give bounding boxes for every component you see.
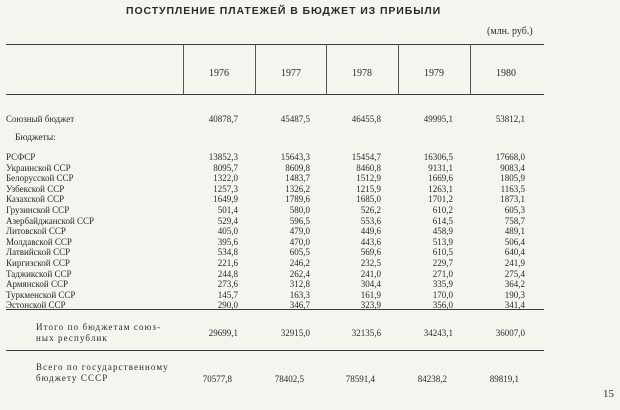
- cell-value: 610,2: [432, 205, 453, 215]
- cell-value: 53812,1: [495, 114, 525, 124]
- cell-value: 13852,3: [208, 152, 238, 162]
- table-row: [6, 258, 546, 268]
- cell-value: 1805,9: [500, 173, 525, 184]
- cell-value: 190,3: [504, 289, 525, 300]
- cell-value: 395,6: [217, 236, 238, 247]
- row-label: Армянской ССР: [6, 279, 69, 290]
- cell-value: 758,7: [504, 215, 525, 226]
- table-row: [6, 205, 546, 215]
- cell-value: 513,9: [432, 236, 453, 247]
- row-label: Грузинской ССР: [6, 205, 70, 215]
- header-bottom-rule: [6, 94, 544, 95]
- cell-value: 8609,8: [285, 162, 310, 173]
- cell-value: 275,4: [504, 268, 525, 279]
- total-value: 78402,5: [274, 374, 304, 384]
- cell-value: 45487,5: [280, 114, 310, 124]
- year-header: 1978: [352, 68, 372, 79]
- cell-value: 246,2: [289, 258, 310, 268]
- cell-value: 1669,6: [428, 173, 453, 184]
- year-header: 1976: [209, 68, 229, 79]
- total-value: 78591,4: [345, 374, 375, 384]
- cell-value: 501,4: [217, 205, 238, 215]
- total-value: 84238,2: [417, 374, 447, 384]
- table-row: [6, 216, 546, 226]
- cell-value: 1326,2: [285, 183, 310, 194]
- cell-value: 9083,4: [500, 162, 525, 173]
- table-row: [6, 163, 546, 173]
- table-row: [6, 114, 546, 124]
- cell-value: 40878,7: [208, 114, 238, 124]
- row-label: Литовской ССР: [6, 226, 66, 237]
- cell-value: 526,2: [360, 205, 381, 215]
- table-row: [6, 247, 546, 257]
- row-label: Киргизской ССР: [6, 258, 70, 268]
- cell-value: 1512,9: [356, 173, 381, 184]
- cell-value: 9131,1: [428, 162, 453, 173]
- total-value: 34243,1: [423, 328, 453, 338]
- cell-value: 17668,0: [495, 152, 525, 162]
- cell-value: 489,1: [504, 226, 525, 237]
- cell-value: 553,6: [360, 215, 381, 226]
- total-label-line: бюджету СССР: [36, 373, 109, 383]
- table-row: [6, 300, 546, 310]
- cell-value: 323,9: [360, 300, 381, 311]
- row-label: РСФСР: [6, 152, 36, 162]
- cell-value: 1701,2: [428, 194, 453, 205]
- cell-value: 1685,0: [356, 194, 381, 205]
- cell-value: 1163,5: [500, 183, 525, 194]
- table-row: [6, 279, 546, 289]
- cell-value: 1483,7: [285, 173, 310, 184]
- table-row: [6, 269, 546, 279]
- cell-value: 1215,9: [356, 183, 381, 194]
- cell-value: 335,9: [432, 279, 453, 290]
- total-label-line: ных республик: [36, 333, 108, 343]
- row-label: Эстонской ССР: [6, 300, 66, 311]
- cell-value: 16306,5: [423, 152, 453, 162]
- cell-value: 443,6: [360, 236, 381, 247]
- table-row: [6, 194, 546, 204]
- cell-value: 271,0: [432, 268, 453, 279]
- page-number: 15: [603, 388, 614, 400]
- row-label: Белорусской ССР: [6, 173, 74, 184]
- cell-value: 610,5: [432, 247, 453, 258]
- total-value: 32135,6: [351, 328, 381, 338]
- total-value: 70577,8: [202, 374, 232, 384]
- cell-value: 273,6: [217, 279, 238, 290]
- cell-value: 506,4: [504, 236, 525, 247]
- cell-value: 405,0: [217, 226, 238, 237]
- cell-value: 163,3: [289, 289, 310, 300]
- cell-value: 161,9: [360, 289, 381, 300]
- row-label: Азербайджанской ССР: [6, 215, 95, 226]
- cell-value: 605,3: [504, 205, 525, 215]
- row-label: Узбекской ССР: [6, 183, 65, 194]
- cell-value: 241,0: [360, 268, 381, 279]
- cell-value: 479,0: [289, 226, 310, 237]
- cell-value: 15643,3: [280, 152, 310, 162]
- cell-value: 529,4: [217, 215, 238, 226]
- cell-value: 1322,0: [213, 173, 238, 184]
- cell-value: 49995,1: [423, 114, 453, 124]
- year-header: 1979: [424, 68, 444, 79]
- cell-value: 569,6: [360, 247, 381, 258]
- unit-note: (млн. руб.): [487, 26, 533, 37]
- row-label: Туркменской ССР: [6, 289, 76, 300]
- row-label: Украинской ССР: [6, 162, 71, 173]
- total-value: 36007,0: [495, 328, 525, 338]
- year-header: 1977: [281, 68, 301, 79]
- row-label: Казахской ССР: [6, 194, 65, 205]
- table-row: [6, 290, 546, 300]
- cell-value: 596,5: [289, 215, 310, 226]
- cell-value: 244,8: [217, 268, 238, 279]
- cell-value: 614,5: [432, 215, 453, 226]
- cell-value: 1263,1: [428, 183, 453, 194]
- total-republics-label: [36, 322, 161, 344]
- cell-value: 458,9: [432, 226, 453, 237]
- cell-value: 1257,3: [213, 183, 238, 194]
- cell-value: 170,0: [432, 289, 453, 300]
- cell-value: 1873,1: [500, 194, 525, 205]
- cell-value: 46455,8: [351, 114, 381, 124]
- year-header: 1980: [496, 68, 516, 79]
- cell-value: 304,4: [360, 279, 381, 290]
- row-label: Союзный бюджет: [6, 114, 75, 124]
- table-row: [6, 173, 546, 183]
- table-row: [6, 237, 546, 247]
- cell-value: 1649,9: [213, 194, 238, 205]
- cell-value: 262,4: [289, 268, 310, 279]
- total-value: 29699,1: [208, 328, 238, 338]
- row-label: Латвийской ССР: [6, 247, 71, 258]
- budgets-heading: Бюджеты:: [15, 133, 56, 143]
- cell-value: 580,0: [289, 205, 310, 215]
- table-row: [6, 184, 546, 194]
- cell-value: 241,9: [504, 258, 525, 268]
- cell-value: 470,0: [289, 236, 310, 247]
- total-label-line: Итого по бюджетам союз-: [36, 322, 162, 332]
- row-label: Таджикской ССР: [6, 268, 72, 279]
- page-title: ПОСТУПЛЕНИЕ ПЛАТЕЖЕЙ В БЮДЖЕТ ИЗ ПРИБЫЛИ: [126, 5, 442, 17]
- cell-value: 534,8: [217, 247, 238, 258]
- total-value: 32915,0: [280, 328, 310, 338]
- cell-value: 341,4: [504, 300, 525, 311]
- cell-value: 364,2: [504, 279, 525, 290]
- cell-value: 229,7: [432, 258, 453, 268]
- total-value: 89819,1: [489, 374, 519, 384]
- cell-value: 15454,7: [351, 152, 381, 162]
- cell-value: 8095,7: [213, 162, 238, 173]
- table-row: [6, 152, 546, 162]
- cell-value: 1789,6: [285, 194, 310, 205]
- cell-value: 346,7: [289, 300, 310, 311]
- total-state-label: [36, 362, 169, 384]
- totals-middle-rule: [6, 350, 544, 351]
- cell-value: 640,4: [504, 247, 525, 258]
- cell-value: 8460,8: [356, 162, 381, 173]
- row-label: Молдавской ССР: [6, 236, 72, 247]
- cell-value: 312,8: [289, 279, 310, 290]
- cell-value: 449,6: [360, 226, 381, 237]
- total-label-line: Всего по государственному: [36, 362, 169, 372]
- cell-value: 232,5: [360, 258, 381, 268]
- cell-value: 145,7: [217, 289, 238, 300]
- cell-value: 605,5: [289, 247, 310, 258]
- table-row: [6, 226, 546, 236]
- cell-value: 221,6: [217, 258, 238, 268]
- table-top-rule: [6, 44, 544, 45]
- cell-value: 356,0: [432, 300, 453, 311]
- cell-value: 290,0: [217, 300, 238, 311]
